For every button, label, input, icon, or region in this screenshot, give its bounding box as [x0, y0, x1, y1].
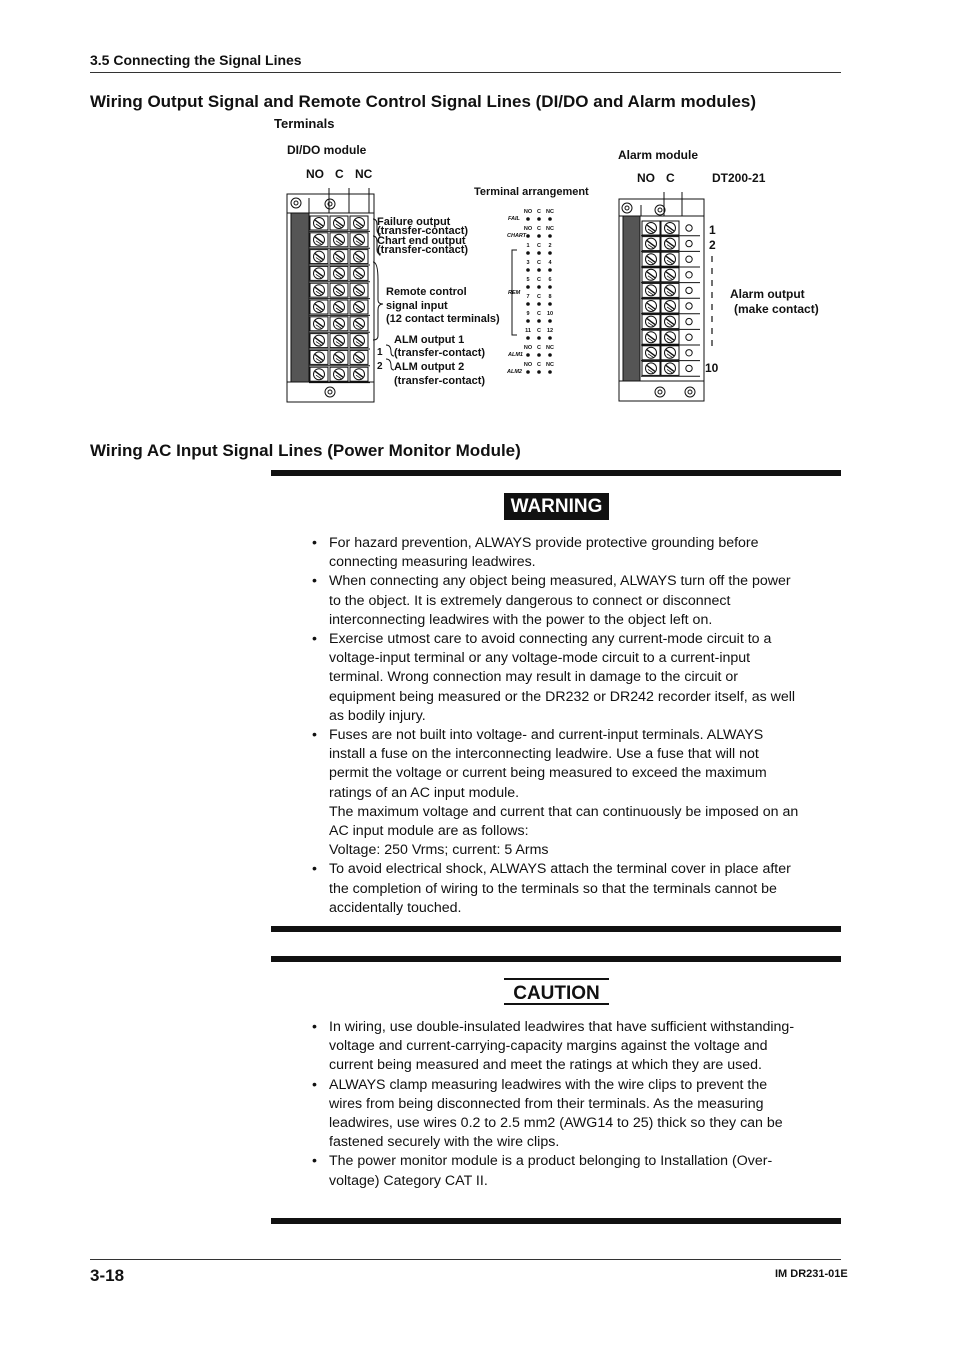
caution-banner: CAUTION [504, 978, 609, 1005]
fuse-values-text: Voltage: 250 Vrms; current: 5 Arms [329, 842, 549, 859]
arr-col-label: NO [523, 362, 533, 368]
arr-col-label: C [537, 277, 541, 283]
warning-item: • To avoid electrical shock, ALWAYS attach the terminal cover in place after the completion of wiring to the terminals so that the terminals cannot be accidentally touched. [312, 860, 802, 918]
arr-col-label: 10 [546, 311, 554, 317]
arr-rem-label: REM [508, 290, 521, 296]
heading-dido-wiring: Wiring Output Signal and Remote Control Signal Lines (DI/DO and Alarm modules) [90, 92, 757, 111]
remote-control-label: Remote control [386, 286, 467, 298]
alarm-col-c: C [666, 171, 675, 185]
arr-col-label: 9 [526, 311, 530, 317]
figure-terminals-label: Terminals [274, 116, 335, 131]
warning-item: • For hazard prevention, ALWAYS provide protective grounding before connecting measuring leadwires. [312, 534, 802, 572]
arr-fail-label: FAIL [508, 216, 520, 222]
heading-ac-input: Wiring AC Input Signal Lines (Power Monitor Module) [90, 441, 521, 460]
arr-col-label: 3 [526, 260, 530, 266]
alm-num-2: 2 [377, 361, 383, 372]
fuse-extra-text: The maximum voltage and current that can continuously be imposed on an AC input module are as follows: [329, 803, 799, 840]
arr-col-label: 2 [548, 243, 552, 249]
alarm-num-2: 2 [709, 238, 716, 252]
dido-module-label: DI/DO module [287, 143, 367, 157]
model-label: DT200-21 [712, 171, 766, 185]
alm2-transfer-label: (transfer-contact) [394, 375, 486, 387]
caution-item: • In wiring, use double-insulated leadwires that have sufficient withstanding-voltage and current-carrying-capacity margins against the voltage and current being measured and meet the ratings at which they are used. [312, 1018, 802, 1076]
caution-item: • The power monitor module is a product belonging to Installation (Over-voltage) Category CAT II. [312, 1152, 802, 1190]
warning-top-rule [271, 470, 841, 476]
alm1-transfer-label: (transfer-contact) [394, 347, 486, 359]
alm-num-1: 1 [377, 347, 383, 358]
caution-list [312, 1018, 802, 1191]
contact-terminals-label: (12 contact terminals) [386, 313, 500, 325]
arr-chart-label: CHART [507, 233, 527, 239]
arr-col-label: C [537, 294, 541, 300]
warning-item: • Exercise utmost care to avoid connecting any current-mode circuit to a voltage-input terminal or any voltage-mode circuit to a current-input terminal. Wrong connection may result in damage to the circuit or equipment being measured or the DR232 or DR242 recorder itself, as well as bodily injury. [312, 630, 802, 726]
warning-bottom-rule [271, 926, 841, 932]
failure-output-label: Failure output [377, 216, 451, 228]
arr-col-label: 6 [548, 277, 552, 283]
arr-col-label: NO [523, 226, 533, 232]
arr-col-label: C [537, 328, 541, 334]
section-header: 3.5 Connecting the Signal Lines [90, 52, 302, 68]
arr-col-label: NO [523, 209, 533, 215]
alarm-col-no: NO [637, 171, 655, 185]
alarm-num-1: 1 [709, 223, 716, 237]
arr-alm2-label: ALM2 [507, 369, 522, 375]
dido-col-no: NO [306, 167, 324, 181]
arr-col-label: 4 [548, 260, 552, 266]
arr-col-label: NC [546, 209, 554, 215]
arr-col-label: 5 [526, 277, 530, 283]
alarm-num-10: 10 [705, 361, 719, 375]
arr-col-label: C [537, 311, 541, 317]
warning-item [312, 726, 802, 860]
warning-banner: WARNING [504, 493, 609, 520]
arr-col-label: C [537, 362, 541, 368]
dido-col-c: C [335, 167, 344, 181]
page-number: 3-18 [90, 1266, 125, 1285]
arr-col-label: NO [523, 345, 533, 351]
arr-col-label: 1 [526, 243, 530, 249]
arr-col-label: NC [546, 345, 554, 351]
dido-col-nc: NC [355, 167, 373, 181]
warning-list [312, 534, 802, 918]
dido-screw-terminals [309, 216, 370, 383]
warning-item: • When connecting any object being measured, ALWAYS turn off the power to the object. It is extremely dangerous to connect or disconnect interconnecting leadwires with the power to the object left on. [312, 572, 802, 630]
arr-col-label: C [537, 345, 541, 351]
alarm-output-label: Alarm output [730, 287, 805, 301]
arr-col-label: 8 [548, 294, 552, 300]
make-contact-label: (make contact) [734, 302, 819, 316]
arr-col-label: 11 [525, 328, 531, 334]
arr-col-label: 7 [526, 294, 530, 300]
document-id: IM DR231-01E [775, 1268, 848, 1280]
signal-input-label: signal input [386, 300, 448, 312]
terminal-arrangement-label: Terminal arrangement [474, 186, 589, 198]
arr-col-label: NC [546, 226, 554, 232]
footer-rule [90, 1259, 841, 1260]
alarm-screw-terminals [641, 221, 700, 376]
arr-col-label: C [537, 243, 541, 249]
failure-transfer-label: (transfer-contact) [377, 225, 469, 237]
warning-item-text: Fuses are not built into voltage- and current-input terminals. ALWAYS install a fuse on the interconnecting leadwire. Use a fuse that will not permit the voltage or current being measured to exceed the maximum ratings of an AC input module. [329, 727, 767, 801]
caution-top-rule [271, 956, 841, 962]
terminal-diagram [0, 0, 954, 430]
chart-end-output-label: Chart end output [377, 235, 466, 247]
arr-alm1-label: ALM1 [508, 352, 523, 358]
arr-col-label: 12 [546, 328, 554, 334]
alm-output-2-label: ALM output 2 [394, 361, 465, 373]
chart-transfer-label: (transfer-contact) [377, 244, 469, 256]
arr-col-label: C [537, 209, 541, 215]
alm-output-1-label: ALM output 1 [394, 334, 465, 346]
arr-col-label: C [537, 260, 541, 266]
caution-bottom-rule [271, 1218, 841, 1224]
caution-item: • ALWAYS clamp measuring leadwires with the wire clips to prevent the wires from being disconnected from their terminals. As the measuring leadwires, use wires 0.2 to 2.5 mm2 (AWG14 to 25) thick so they can be fastened securely with the wire clips. [312, 1076, 802, 1153]
alarm-module-label: Alarm module [618, 148, 699, 162]
arr-col-label: NC [546, 362, 554, 368]
arr-col-label: C [537, 226, 541, 232]
